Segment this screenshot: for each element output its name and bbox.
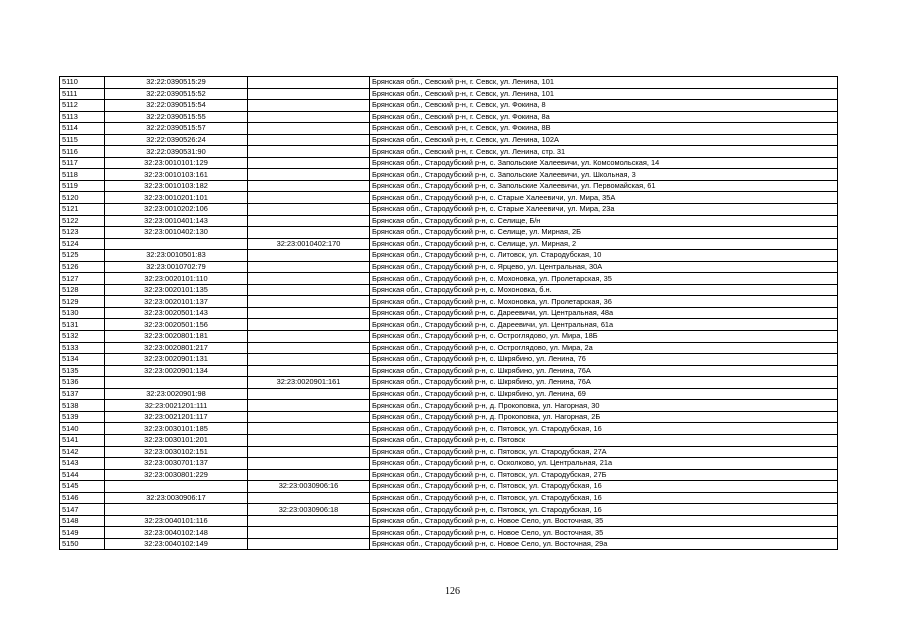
cadastral-number-alt-cell bbox=[248, 515, 370, 527]
address-cell: Брянская обл., Стародубский р-н, с. Осколково, ул. Центральная, 21а bbox=[370, 458, 838, 470]
row-number-cell: 5124 bbox=[60, 238, 105, 250]
cadastral-number-alt-cell bbox=[248, 331, 370, 343]
cadastral-number-cell: 32:23:0040102:148 bbox=[105, 527, 248, 539]
table-row bbox=[60, 100, 838, 112]
cadastral-number-cell: 32:23:0030801:229 bbox=[105, 469, 248, 481]
row-number-cell: 5131 bbox=[60, 319, 105, 331]
cadastral-number-cell: 32:23:0020901:134 bbox=[105, 365, 248, 377]
table-row bbox=[60, 88, 838, 100]
table-row bbox=[60, 515, 838, 527]
table-row bbox=[60, 331, 838, 343]
address-cell: Брянская обл., Стародубский р-н, с. Ярцево, ул. Центральная, 30А bbox=[370, 261, 838, 273]
table-row bbox=[60, 111, 838, 123]
table-row bbox=[60, 400, 838, 412]
table-row bbox=[60, 307, 838, 319]
address-cell: Брянская обл., Стародубский р-н, с. Новое Село, ул. Восточная, 35 bbox=[370, 515, 838, 527]
cadastral-number-alt-cell bbox=[248, 284, 370, 296]
cadastral-number-alt-cell bbox=[248, 538, 370, 550]
table-row bbox=[60, 204, 838, 216]
cadastral-number-alt-cell bbox=[248, 111, 370, 123]
row-number-cell: 5117 bbox=[60, 157, 105, 169]
table-row bbox=[60, 227, 838, 239]
cadastral-number-alt-cell bbox=[248, 100, 370, 112]
cadastral-number-cell bbox=[105, 504, 248, 516]
cadastral-number-alt-cell bbox=[248, 88, 370, 100]
address-cell: Брянская обл., Севский р-н, г. Севск, ул. Ленина, 102А bbox=[370, 134, 838, 146]
table-row bbox=[60, 434, 838, 446]
cadastral-number-cell: 32:23:0010101:129 bbox=[105, 157, 248, 169]
address-cell: Брянская обл., Стародубский р-н, с. Шкрябино, ул. Ленина, 69 bbox=[370, 388, 838, 400]
address-cell: Брянская обл., Стародубский р-н, с. Запольские Халеевичи, ул. Комсомольская, 14 bbox=[370, 157, 838, 169]
table-row bbox=[60, 134, 838, 146]
row-number-cell: 5142 bbox=[60, 446, 105, 458]
table-row bbox=[60, 296, 838, 308]
cadastral-number-alt-cell bbox=[248, 434, 370, 446]
address-cell: Брянская обл., Стародубский р-н, с. Запольские Халеевичи, ул. Первомайская, 61 bbox=[370, 180, 838, 192]
cadastral-number-alt-cell bbox=[248, 215, 370, 227]
table-row bbox=[60, 273, 838, 285]
row-number-cell: 5121 bbox=[60, 204, 105, 216]
table-row bbox=[60, 377, 838, 389]
row-number-cell: 5134 bbox=[60, 354, 105, 366]
cadastral-number-alt-cell bbox=[248, 365, 370, 377]
row-number-cell: 5141 bbox=[60, 434, 105, 446]
address-cell: Брянская обл., Стародубский р-н, с. Шкрябино, ул. Ленина, 76 bbox=[370, 354, 838, 366]
table-row bbox=[60, 469, 838, 481]
table-row bbox=[60, 180, 838, 192]
cadastral-number-cell: 32:23:0010103:161 bbox=[105, 169, 248, 181]
table-row bbox=[60, 169, 838, 181]
cadastral-number-cell: 32:22:0390526:24 bbox=[105, 134, 248, 146]
address-cell: Брянская обл., Стародубский р-н, с. Пятовск, ул. Стародубская, 27Б bbox=[370, 469, 838, 481]
cadastral-number-cell: 32:23:0020501:143 bbox=[105, 307, 248, 319]
table-row bbox=[60, 458, 838, 470]
cadastral-number-alt-cell bbox=[248, 134, 370, 146]
table-row bbox=[60, 238, 838, 250]
cadastral-number-cell: 32:23:0040101:116 bbox=[105, 515, 248, 527]
cadastral-number-alt-cell bbox=[248, 400, 370, 412]
cadastral-number-cell: 32:23:0020801:217 bbox=[105, 342, 248, 354]
table-row bbox=[60, 157, 838, 169]
cadastral-number-alt-cell bbox=[248, 157, 370, 169]
cadastral-number-cell: 32:23:0030701:137 bbox=[105, 458, 248, 470]
row-number-cell: 5137 bbox=[60, 388, 105, 400]
table-row bbox=[60, 538, 838, 550]
address-cell: Брянская обл., Стародубский р-н, с. Селище, Б/н bbox=[370, 215, 838, 227]
row-number-cell: 5113 bbox=[60, 111, 105, 123]
row-number-cell: 5150 bbox=[60, 538, 105, 550]
address-cell: Брянская обл., Стародубский р-н, с. Новое Село, ул. Восточная, 35 bbox=[370, 527, 838, 539]
row-number-cell: 5132 bbox=[60, 331, 105, 343]
row-number-cell: 5149 bbox=[60, 527, 105, 539]
cadastral-number-alt-cell: 32:23:0030906:18 bbox=[248, 504, 370, 516]
row-number-cell: 5143 bbox=[60, 458, 105, 470]
cadastral-number-alt-cell bbox=[248, 388, 370, 400]
address-cell: Брянская обл., Севский р-н, г. Севск, ул. Ленина, 101 bbox=[370, 88, 838, 100]
row-number-cell: 5148 bbox=[60, 515, 105, 527]
row-number-cell: 5119 bbox=[60, 180, 105, 192]
cadastral-number-cell: 32:23:0010402:130 bbox=[105, 227, 248, 239]
cadastral-number-alt-cell bbox=[248, 469, 370, 481]
row-number-cell: 5138 bbox=[60, 400, 105, 412]
cadastral-number-alt-cell: 32:23:0030906:16 bbox=[248, 481, 370, 493]
row-number-cell: 5144 bbox=[60, 469, 105, 481]
address-cell: Брянская обл., Севский р-н, г. Севск, ул. Фокина, 8 bbox=[370, 100, 838, 112]
table-row bbox=[60, 446, 838, 458]
cadastral-number-cell: 32:23:0010103:182 bbox=[105, 180, 248, 192]
cadastral-number-cell: 32:23:0021201:117 bbox=[105, 411, 248, 423]
cadastral-number-cell: 32:23:0030101:201 bbox=[105, 434, 248, 446]
row-number-cell: 5120 bbox=[60, 192, 105, 204]
cadastral-number-alt-cell bbox=[248, 146, 370, 158]
cadastral-number-cell: 32:23:0010401:143 bbox=[105, 215, 248, 227]
address-cell: Брянская обл., Стародубский р-н, с. Литовск, ул. Стародубская, 10 bbox=[370, 250, 838, 262]
table-row bbox=[60, 354, 838, 366]
address-cell: Брянская обл., Стародубский р-н, с. Шкрябино, ул. Ленина, 76А bbox=[370, 377, 838, 389]
table-row bbox=[60, 388, 838, 400]
cadastral-number-alt-cell bbox=[248, 123, 370, 135]
cadastral-number-cell: 32:23:0010202:106 bbox=[105, 204, 248, 216]
address-cell: Брянская обл., Стародубский р-н, с. Пятовск, ул. Стародубская, 16 bbox=[370, 481, 838, 493]
cadastral-number-alt-cell bbox=[248, 411, 370, 423]
address-cell: Брянская обл., Стародубский р-н, с. Старые Халеевичи, ул. Мира, 35А bbox=[370, 192, 838, 204]
address-cell: Брянская обл., Стародубский р-н, с. Пятовск bbox=[370, 434, 838, 446]
table-row bbox=[60, 123, 838, 135]
row-number-cell: 5140 bbox=[60, 423, 105, 435]
address-cell: Брянская обл., Севский р-н, г. Севск, ул. Ленина, стр. 31 bbox=[370, 146, 838, 158]
address-cell: Брянская обл., Стародубский р-н, с. Шкрябино, ул. Ленина, 76А bbox=[370, 365, 838, 377]
cadastral-number-cell: 32:23:0020101:135 bbox=[105, 284, 248, 296]
address-cell: Брянская обл., Стародубский р-н, с. Пятовск, ул. Стародубская, 27А bbox=[370, 446, 838, 458]
address-cell: Брянская обл., Стародубский р-н, с. Дареевичи, ул. Центральная, 61а bbox=[370, 319, 838, 331]
address-cell: Брянская обл., Стародубский р-н, с. Новое Село, ул. Восточная, 29а bbox=[370, 538, 838, 550]
row-number-cell: 5128 bbox=[60, 284, 105, 296]
address-cell: Брянская обл., Стародубский р-н, д. Прокоповка, ул. Нагорная, 30 bbox=[370, 400, 838, 412]
registry-table-body bbox=[60, 77, 838, 550]
table-row bbox=[60, 423, 838, 435]
cadastral-number-cell: 32:22:0390515:29 bbox=[105, 77, 248, 89]
table-row bbox=[60, 342, 838, 354]
cadastral-number-cell: 32:22:0390515:55 bbox=[105, 111, 248, 123]
address-cell: Брянская обл., Стародубский р-н, с. Пятовск, ул. Стародубская, 16 bbox=[370, 423, 838, 435]
address-cell: Брянская обл., Стародубский р-н, с. Запольские Халеевичи, ул. Школьная, 3 bbox=[370, 169, 838, 181]
address-cell: Брянская обл., Стародубский р-н, с. Дареевичи, ул. Центральная, 48а bbox=[370, 307, 838, 319]
cadastral-number-alt-cell: 32:23:0020901:161 bbox=[248, 377, 370, 389]
table-row bbox=[60, 261, 838, 273]
row-number-cell: 5127 bbox=[60, 273, 105, 285]
cadastral-number-cell: 32:23:0020101:137 bbox=[105, 296, 248, 308]
cadastral-number-cell bbox=[105, 377, 248, 389]
cadastral-number-cell: 32:23:0040102:149 bbox=[105, 538, 248, 550]
cadastral-number-alt-cell bbox=[248, 192, 370, 204]
table-row bbox=[60, 319, 838, 331]
cadastral-number-cell: 32:23:0020901:98 bbox=[105, 388, 248, 400]
row-number-cell: 5125 bbox=[60, 250, 105, 262]
cadastral-number-cell: 32:23:0010501:83 bbox=[105, 250, 248, 262]
row-number-cell: 5130 bbox=[60, 307, 105, 319]
cadastral-number-alt-cell bbox=[248, 227, 370, 239]
address-cell: Брянская обл., Стародубский р-н, с. Пятовск, ул. Стародубская, 16 bbox=[370, 504, 838, 516]
cadastral-number-alt-cell bbox=[248, 319, 370, 331]
address-cell: Брянская обл., Стародубский р-н, с. Остроглядово, ул. Мира, 18Б bbox=[370, 331, 838, 343]
cadastral-number-cell: 32:23:0030101:185 bbox=[105, 423, 248, 435]
cadastral-number-cell: 32:22:0390515:54 bbox=[105, 100, 248, 112]
cadastral-number-alt-cell bbox=[248, 492, 370, 504]
cadastral-number-cell: 32:23:0020101:110 bbox=[105, 273, 248, 285]
cadastral-number-cell: 32:23:0021201:111 bbox=[105, 400, 248, 412]
page-number: 126 bbox=[445, 586, 460, 597]
property-registry-table bbox=[59, 76, 838, 550]
row-number-cell: 5139 bbox=[60, 411, 105, 423]
address-cell: Брянская обл., Стародубский р-н, с. Селище, ул. Мирная, 2 bbox=[370, 238, 838, 250]
table-row bbox=[60, 481, 838, 493]
address-cell: Брянская обл., Стародубский р-н, с. Остроглядово, ул. Мира, 2а bbox=[370, 342, 838, 354]
cadastral-number-cell: 32:23:0020901:131 bbox=[105, 354, 248, 366]
table-row bbox=[60, 77, 838, 89]
address-cell: Брянская обл., Стародубский р-н, с. Мохоновка, ул. Пролетарская, 35 bbox=[370, 273, 838, 285]
cadastral-number-alt-cell bbox=[248, 250, 370, 262]
row-number-cell: 5115 bbox=[60, 134, 105, 146]
row-number-cell: 5114 bbox=[60, 123, 105, 135]
table-row bbox=[60, 411, 838, 423]
address-cell: Брянская обл., Севский р-н, г. Севск, ул. Фокина, 8а bbox=[370, 111, 838, 123]
row-number-cell: 5136 bbox=[60, 377, 105, 389]
cadastral-number-alt-cell bbox=[248, 446, 370, 458]
cadastral-number-alt-cell bbox=[248, 169, 370, 181]
row-number-cell: 5147 bbox=[60, 504, 105, 516]
address-cell: Брянская обл., Стародубский р-н, с. Мохоновка, ул. Пролетарская, 36 bbox=[370, 296, 838, 308]
table-row bbox=[60, 284, 838, 296]
address-cell: Брянская обл., Стародубский р-н, с. Селище, ул. Мирная, 2Б bbox=[370, 227, 838, 239]
cadastral-number-alt-cell bbox=[248, 527, 370, 539]
cadastral-number-alt-cell bbox=[248, 77, 370, 89]
cadastral-number-alt-cell bbox=[248, 458, 370, 470]
cadastral-number-cell: 32:22:0390515:57 bbox=[105, 123, 248, 135]
row-number-cell: 5118 bbox=[60, 169, 105, 181]
table-row bbox=[60, 527, 838, 539]
cadastral-number-cell: 32:23:0010201:101 bbox=[105, 192, 248, 204]
cadastral-number-alt-cell bbox=[248, 342, 370, 354]
table-row bbox=[60, 250, 838, 262]
row-number-cell: 5135 bbox=[60, 365, 105, 377]
row-number-cell: 5133 bbox=[60, 342, 105, 354]
cadastral-number-cell bbox=[105, 238, 248, 250]
address-cell: Брянская обл., Севский р-н, г. Севск, ул. Фокина, 8В bbox=[370, 123, 838, 135]
cadastral-number-alt-cell bbox=[248, 261, 370, 273]
cadastral-number-alt-cell bbox=[248, 204, 370, 216]
table-row bbox=[60, 492, 838, 504]
cadastral-number-alt-cell: 32:23:0010402:170 bbox=[248, 238, 370, 250]
cadastral-number-cell: 32:23:0020501:156 bbox=[105, 319, 248, 331]
row-number-cell: 5146 bbox=[60, 492, 105, 504]
cadastral-number-alt-cell bbox=[248, 180, 370, 192]
cadastral-number-cell: 32:22:0390531:90 bbox=[105, 146, 248, 158]
cadastral-number-cell bbox=[105, 481, 248, 493]
cadastral-number-alt-cell bbox=[248, 273, 370, 285]
table-row bbox=[60, 215, 838, 227]
cadastral-number-alt-cell bbox=[248, 423, 370, 435]
row-number-cell: 5126 bbox=[60, 261, 105, 273]
address-cell: Брянская обл., Стародубский р-н, с. Старые Халеевичи, ул. Мира, 23а bbox=[370, 204, 838, 216]
address-cell: Брянская обл., Севский р-н, г. Севск, ул. Ленина, 101 bbox=[370, 77, 838, 89]
table-row bbox=[60, 365, 838, 377]
cadastral-number-alt-cell bbox=[248, 296, 370, 308]
table-row bbox=[60, 504, 838, 516]
address-cell: Брянская обл., Стародубский р-н, с. Мохоновка, б.н. bbox=[370, 284, 838, 296]
cadastral-number-alt-cell bbox=[248, 307, 370, 319]
row-number-cell: 5112 bbox=[60, 100, 105, 112]
row-number-cell: 5122 bbox=[60, 215, 105, 227]
row-number-cell: 5111 bbox=[60, 88, 105, 100]
row-number-cell: 5123 bbox=[60, 227, 105, 239]
cadastral-number-cell: 32:23:0020801:181 bbox=[105, 331, 248, 343]
row-number-cell: 5116 bbox=[60, 146, 105, 158]
address-cell: Брянская обл., Стародубский р-н, с. Пятовск, ул. Стародубская, 16 bbox=[370, 492, 838, 504]
row-number-cell: 5129 bbox=[60, 296, 105, 308]
table-row bbox=[60, 146, 838, 158]
table-row bbox=[60, 192, 838, 204]
cadastral-number-alt-cell bbox=[248, 354, 370, 366]
cadastral-number-cell: 32:22:0390515:52 bbox=[105, 88, 248, 100]
cadastral-number-cell: 32:23:0010702:79 bbox=[105, 261, 248, 273]
row-number-cell: 5145 bbox=[60, 481, 105, 493]
cadastral-number-cell: 32:23:0030906:17 bbox=[105, 492, 248, 504]
cadastral-number-cell: 32:23:0030102:151 bbox=[105, 446, 248, 458]
row-number-cell: 5110 bbox=[60, 77, 105, 89]
address-cell: Брянская обл., Стародубский р-н, д. Прокоповка, ул. Нагорная, 2Б bbox=[370, 411, 838, 423]
